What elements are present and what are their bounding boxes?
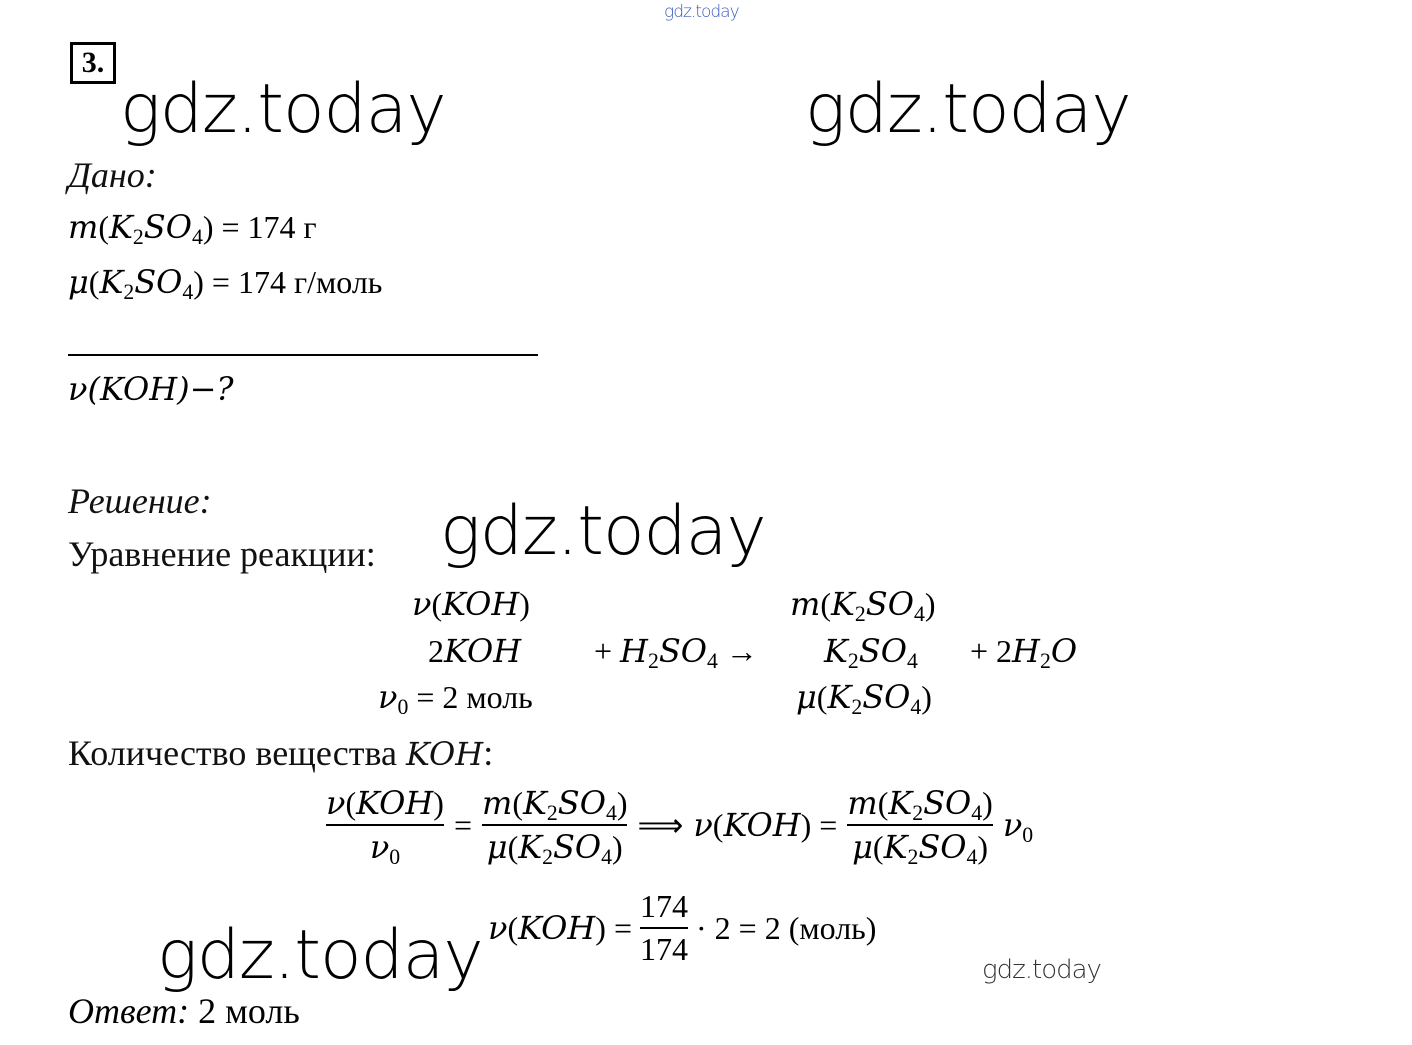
given-molar-mass-value: 174 г/моль	[237, 264, 383, 300]
fraction-numerator: 174	[640, 888, 688, 924]
fraction-numeric	[640, 888, 688, 968]
answer-label: Ответ:	[68, 991, 190, 1031]
watermark: gdz.today	[157, 916, 483, 995]
product-water: + $2H_2O$	[970, 632, 1078, 674]
watermark: gdz.today	[805, 70, 1131, 149]
fraction-denominator: 174	[640, 931, 688, 967]
watermark: gdz.today	[440, 492, 766, 571]
amount-formula: KOH	[406, 735, 484, 773]
reactant-h2so4: + $H_2SO_4$ →	[594, 632, 758, 674]
watermark: gdz.today	[120, 70, 446, 149]
reaction-label: Уравнение реакции:	[68, 534, 376, 574]
amount-label: Количество вещества KOH:	[68, 733, 494, 773]
task-number: 3.	[70, 42, 116, 84]
solution-label: Решение:	[68, 481, 212, 521]
mass-k2so4-above: $m(K_2SO_4)$	[790, 585, 936, 627]
watermark: gdz.today	[982, 955, 1101, 985]
result-tail: · 2 = 2 (моль)	[696, 909, 877, 946]
molar-k2so4-below: $\mu(K_2SO_4)$	[796, 678, 932, 720]
given-mass: $m(K_2SO_4) = 174$ г	[68, 208, 317, 250]
nu0-value: $\nu_0 = 2$ моль	[378, 678, 533, 720]
watermark-top: gdz.today	[664, 2, 739, 22]
fraction-nu: $\frac{\text{ν(KOH)}}{\nu_0}$	[326, 784, 444, 870]
result-formula: ν(KOH) = $\frac{174}{174}$ · 2 = 2 (моль)	[488, 888, 877, 967]
divider	[68, 354, 538, 356]
nu-koh-above: ν(KOH)	[412, 585, 530, 623]
answer	[68, 990, 300, 1032]
nu0-amount: 2 моль	[442, 679, 533, 715]
given-molar-mass: $\mu(K_2SO_4) = 174$ г/моль	[68, 263, 383, 305]
given-mass-value: 174 г	[247, 209, 317, 245]
answer-value: 2 моль	[198, 991, 300, 1031]
fraction-mass: $\frac{m(K_2SO_4)}{\mu(K_2SO_4)}$	[482, 784, 628, 870]
proportion-formula: $\frac{\text{ν(KOH)}}{\nu_0}$ = $\frac{m(K_2SO_4)}{\mu(K_2SO_4)}$ ⟹ ν(KOH) = $\frac{m(K_2SO_4)}{\mu(K_2SO_4)}$ $\nu_0$	[326, 784, 1034, 870]
reactant-koh: 2KOH	[428, 632, 522, 670]
given-label: Дано:	[68, 155, 157, 195]
amount-label-text: Количество вещества	[68, 733, 397, 773]
find-expression: ν(KOH)−?	[68, 370, 234, 408]
fraction-mass-2: $\frac{m(K_2SO_4)}{\mu(K_2SO_4)}$	[847, 784, 993, 870]
product-k2so4: $K_2SO_4$	[824, 632, 918, 674]
